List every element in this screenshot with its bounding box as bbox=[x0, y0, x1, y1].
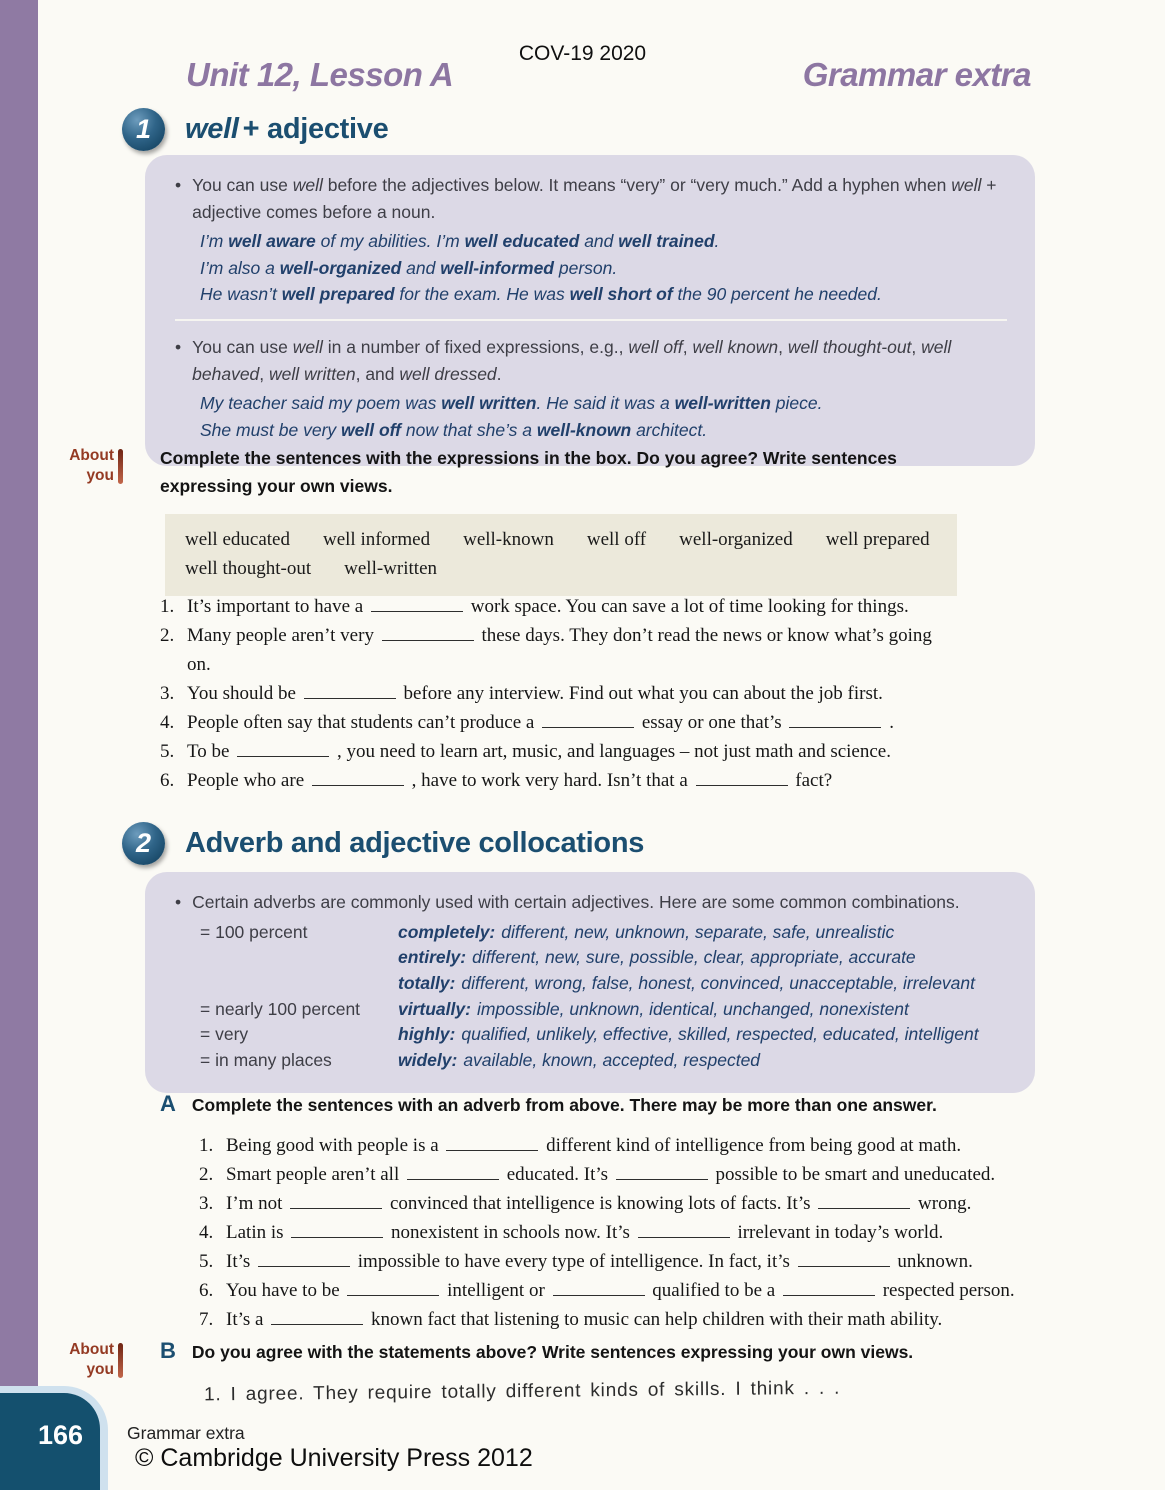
fill-in-blank bbox=[542, 711, 634, 728]
box-divider bbox=[175, 319, 1007, 321]
about-you-label: About you bbox=[69, 1341, 114, 1379]
section1-title bbox=[185, 113, 388, 146]
fill-in-blank bbox=[304, 682, 396, 699]
task-a-label: A bbox=[160, 1091, 176, 1116]
bullet-point bbox=[175, 334, 1007, 387]
adjectives: different, new, sure, possible, clear, appropriate, accurate bbox=[472, 947, 916, 968]
brush-mark-icon bbox=[118, 449, 123, 484]
word-box-item: well informed bbox=[322, 529, 431, 550]
adverb: highly: bbox=[398, 1024, 456, 1045]
fill-in-blank bbox=[347, 1279, 439, 1296]
exercise-item: 1. It’s important to have a work space. You can save a lot of time looking for things. bbox=[160, 596, 909, 617]
example-sentences bbox=[200, 390, 1007, 443]
fill-in-blank bbox=[371, 595, 463, 612]
task-b-instruction: Do you agree with the statements above? Write sentences expressing your own views. bbox=[191, 1342, 914, 1362]
grammar-box-collocations bbox=[145, 872, 1035, 1093]
section2-head bbox=[122, 822, 644, 865]
example-sentence: I’m also a well-organized and well-informed person. bbox=[200, 257, 618, 278]
exercise-item: 1. Being good with people is a different kind of intelligence from being good at math. bbox=[199, 1135, 962, 1157]
fill-in-blank bbox=[258, 1250, 350, 1267]
word-box-item: well-known bbox=[463, 529, 554, 550]
about-you-label: About you bbox=[69, 447, 114, 485]
bullet-text: You can use well before the adjectives below. It means “very” or “very much.” Add a hyphen when well + adjective comes before a noun. bbox=[192, 175, 997, 222]
exercise-item: 2. Smart people aren’t all educated. It’s possible to be smart and uneducated. bbox=[199, 1164, 996, 1186]
collocation-row: = 100 percent completely: different, new, unknown, separate, safe, unrealistic bbox=[200, 921, 895, 942]
course-code: COV-19 2020 bbox=[518, 42, 647, 65]
fill-in-blank bbox=[382, 624, 474, 641]
word-box-item: well thought-out bbox=[185, 558, 312, 580]
adjectives: qualified, unlikely, effective, skilled, respected, educated, intelligent bbox=[461, 1024, 979, 1045]
bullet-point bbox=[175, 172, 1007, 225]
fill-in-blank bbox=[616, 1163, 708, 1180]
page-type-title: Grammar extra bbox=[802, 56, 1031, 93]
adverb: totally: bbox=[398, 973, 456, 994]
word-box-item: well-written bbox=[344, 558, 437, 580]
footer-section-name: Grammar extra bbox=[127, 1423, 245, 1443]
word-box-item: well prepared bbox=[825, 529, 930, 550]
collocation-rows bbox=[200, 920, 1007, 1074]
grammar-box-well bbox=[145, 155, 1035, 466]
task-b-label: B bbox=[160, 1338, 176, 1363]
adverb: completely: bbox=[398, 921, 496, 942]
task-a-list bbox=[199, 1131, 1031, 1334]
collocation-row bbox=[200, 971, 1007, 997]
exercise-item: 6. People who are , have to work very hard. Isn’t that a fact? bbox=[160, 770, 833, 791]
bullet-icon: • bbox=[175, 175, 182, 195]
example-sentence: I’m well aware of my abilities. I’m well educated and well trained. bbox=[200, 231, 720, 252]
section2-number-badge: 2 bbox=[122, 822, 165, 865]
bullet-text: Certain adverbs are commonly used with certain adjectives. Here are some common combinations. bbox=[192, 892, 960, 912]
exercise-item: 4. Latin is nonexistent in schools now. It’s irrelevant in today’s world. bbox=[199, 1222, 944, 1244]
example-sentence: He wasn’t well prepared for the exam. He was well short of the 90 percent he needed. bbox=[200, 284, 882, 305]
section2-title: Adverb and adjective collocations bbox=[185, 827, 645, 859]
example-sentence: She must be very well off now that she’s a well-known architect. bbox=[200, 419, 708, 440]
exercise-item: 6. You have to be intelligent or qualified to be a respected person. bbox=[199, 1280, 1015, 1302]
fill-in-blank bbox=[291, 1221, 383, 1238]
bullet-icon: • bbox=[175, 336, 182, 357]
task-b bbox=[160, 1338, 1035, 1406]
exercise-item: 3. You should be before any interview. Find out what you can about the job first. bbox=[160, 683, 883, 704]
fill-in-blank bbox=[446, 1134, 538, 1151]
collocation-row: = nearly 100 percent virtually: impossible, unknown, identical, unchanged, nonexistent bbox=[200, 998, 909, 1019]
section1-head bbox=[122, 108, 388, 151]
bullet-text: You can use well in a number of fixed expressions, e.g., well off, well known, well thought-out, well behaved, well written, and well dressed. bbox=[192, 336, 952, 384]
side-strip bbox=[0, 0, 38, 1386]
exercise-item: 4. People often say that students can’t produce a essay or one that’s . bbox=[160, 712, 894, 733]
adjectives: impossible, unknown, identical, unchanged, nonexistent bbox=[476, 998, 909, 1019]
section1-title-em: well bbox=[185, 113, 239, 145]
exercise1-instruction: Complete the sentences with the expressions in the box. Do you agree? Write sentences expressing your own views. bbox=[160, 448, 897, 496]
adjectives: available, known, accepted, respected bbox=[463, 1050, 761, 1071]
page-number-badge: 166 bbox=[0, 1386, 108, 1490]
adjectives: different, new, unknown, separate, safe, unrealistic bbox=[501, 921, 895, 942]
example-sentences bbox=[200, 228, 1007, 308]
exercise-item: 5. It’s impossible to have every type of intelligence. In fact, it’s unknown. bbox=[199, 1251, 973, 1273]
example-sentence: My teacher said my poem was well written. He said it was a well-written piece. bbox=[200, 393, 823, 414]
fill-in-blank bbox=[553, 1279, 645, 1296]
task-a bbox=[160, 1091, 1035, 1334]
bullet-icon: • bbox=[175, 892, 182, 912]
section1-number-badge: 1 bbox=[122, 108, 165, 151]
unit-title: Unit 12, Lesson A bbox=[186, 56, 454, 93]
exercise-item: 3. I’m not convinced that intelligence is knowing lots of facts. It’s wrong. bbox=[199, 1193, 972, 1215]
collocation-row: = very highly: qualified, unlikely, effective, skilled, respected, educated, intelligent bbox=[200, 1024, 979, 1045]
collocation-row: = in many places widely: available, known, accepted, respected bbox=[200, 1050, 761, 1071]
bullet-point bbox=[175, 889, 1007, 916]
fill-in-blank bbox=[818, 1192, 910, 1209]
fill-in-blank bbox=[798, 1250, 890, 1267]
fill-in-blank bbox=[271, 1308, 363, 1325]
word-box bbox=[165, 514, 957, 596]
fill-in-blank bbox=[237, 740, 329, 757]
exercise1-list bbox=[160, 592, 960, 795]
fill-in-blank bbox=[407, 1163, 499, 1180]
fill-in-blank bbox=[789, 711, 881, 728]
brush-mark-icon bbox=[118, 1343, 123, 1378]
word-box-item: well off bbox=[586, 529, 647, 550]
word-box-item: well-organized bbox=[679, 529, 793, 550]
word-box-row bbox=[185, 554, 937, 583]
copyright: © Cambridge University Press 2012 bbox=[135, 1444, 533, 1472]
word-box-row bbox=[185, 525, 937, 554]
fill-in-blank bbox=[290, 1192, 382, 1209]
fill-in-blank bbox=[312, 769, 404, 786]
fill-in-blank bbox=[638, 1221, 730, 1238]
adjectives: different, wrong, false, honest, convinced, unacceptable, irrelevant bbox=[461, 973, 976, 994]
task-a-instruction: Complete the sentences with an adverb from above. There may be more than one answer. bbox=[191, 1095, 937, 1115]
section1-title-rest: + adjective bbox=[242, 113, 389, 145]
adverb: entirely: bbox=[398, 947, 467, 968]
exercise-item: 2. Many people aren’t very these days. They don’t read the news or know what’s going on. bbox=[160, 625, 932, 675]
collocation-row bbox=[200, 945, 1007, 971]
exercise-item: 5. To be , you need to learn art, music, and languages – not just math and science. bbox=[160, 741, 891, 762]
adverb: virtually: bbox=[398, 998, 471, 1019]
fill-in-blank bbox=[696, 769, 788, 786]
fill-in-blank bbox=[783, 1279, 875, 1296]
word-box-item: well educated bbox=[185, 529, 290, 550]
handwritten-answer: 1. I agree. They require totally different kinds of skills. I think . . . bbox=[203, 1378, 841, 1406]
adverb: widely: bbox=[398, 1050, 458, 1071]
exercise-item: 7. It’s a known fact that listening to music can help children with their math ability. bbox=[199, 1309, 943, 1331]
